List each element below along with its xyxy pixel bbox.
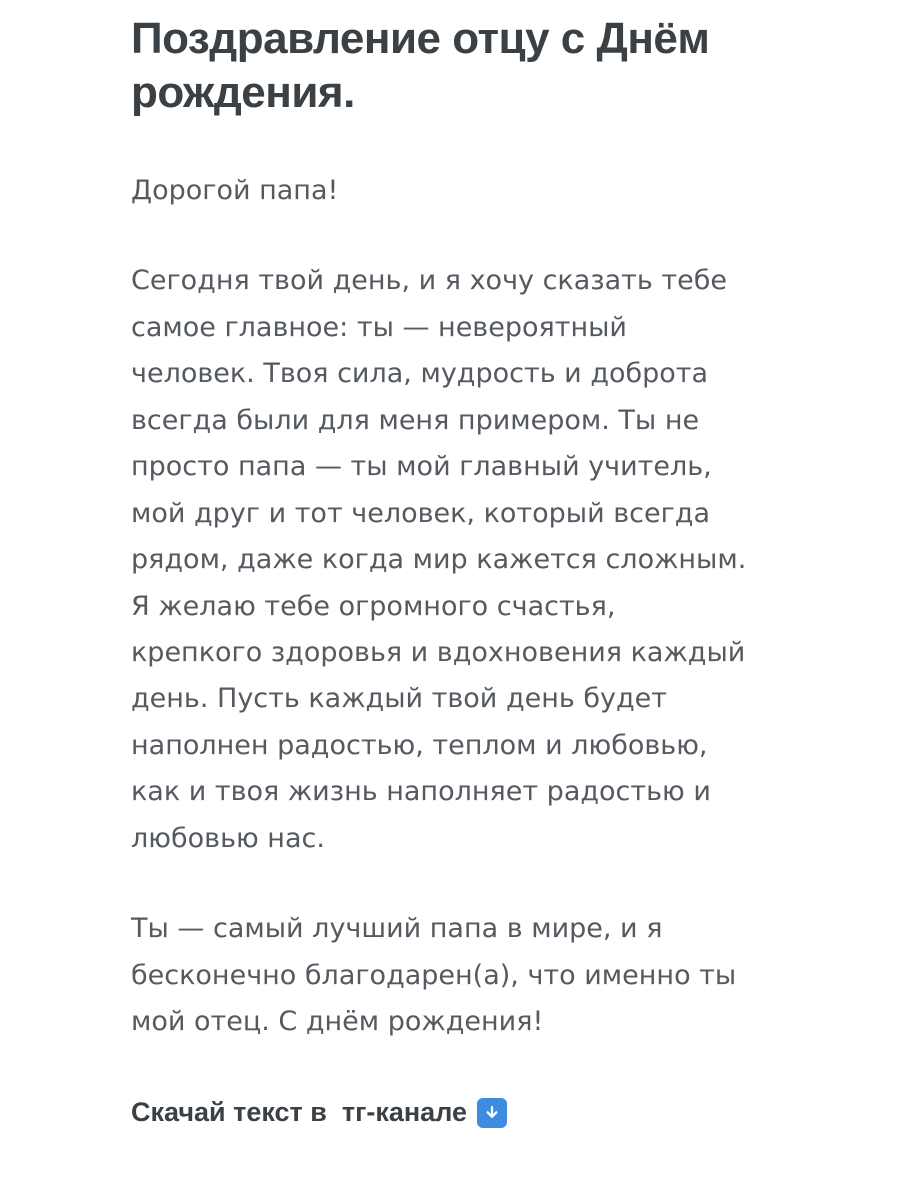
body-paragraph-2: Я желаю тебе огромного счастья, крепкого здоровья и вдохновения каждый день. Пусть каждый твой день будет наполнен радостью, теплом и любовью, как и твоя жизнь наполняет радостью и любовью нас.	[131, 590, 746, 854]
page-title: Поздравление отцу с Днём рождения.	[131, 14, 710, 117]
down-arrow-icon	[477, 1098, 507, 1128]
download-cta[interactable]	[131, 1097, 750, 1128]
download-cta-label: Скачай текст в тг-канале	[131, 1097, 468, 1128]
body-paragraph-3: Ты — самый лучший папа в мире, и я бесконечно благодарен(а), что именно ты мой отец. С днём рождения!	[131, 913, 737, 1038]
body-paragraph-1: Сегодня твой день, и я хочу сказать тебе самое главное: ты — невероятный человек. Твоя сила, мудрость и доброта всегда были для меня примером. Ты не просто папа — ты мой главный учитель, мой друг и тот человек, который всегда рядом, даже когда мир кажется сложным.	[131, 265, 747, 576]
salutation-text: Дорогой папа!	[131, 175, 339, 207]
